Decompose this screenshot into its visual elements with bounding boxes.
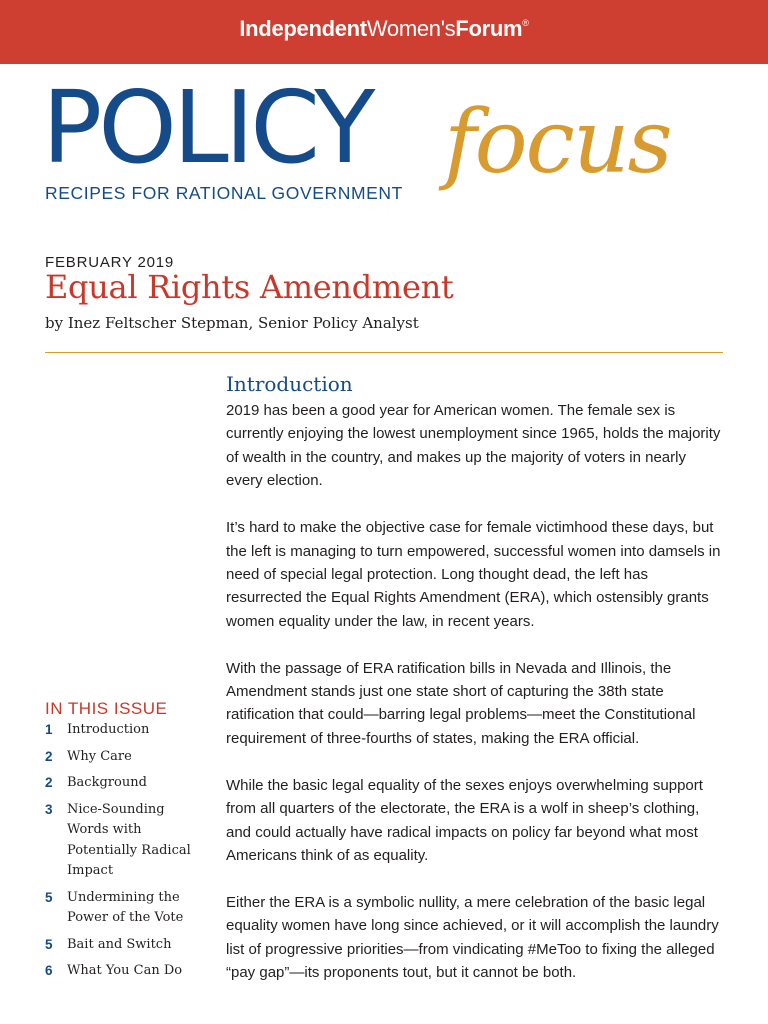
toc-page-number: 2	[45, 748, 53, 764]
toc-page-number: 1	[45, 722, 53, 737]
toc-label: Nice-Sounding Words with Potentially Radical Impact	[67, 801, 191, 878]
toc-item	[45, 747, 205, 768]
toc-page-number: 6	[45, 963, 53, 978]
body-paragraph: It’s hard to make the objective case for female victimhood these days, but the left is managing to turn empowered, successful women into damsels in need of special legal protection. Long thought dead, the left has resurrected the Equal Rights Amendment (ERA), which ostensibly grants women equality under the law, in recent years.	[226, 519, 721, 630]
issue-date: FEBRUARY 2019	[45, 254, 175, 271]
brand-part-womens: Women's	[366, 16, 456, 41]
header-bar	[0, 0, 768, 64]
masthead-tagline: RECIPES FOR RATIONAL GOVERNMENT	[45, 183, 403, 203]
toc-label: What You Can Do	[67, 963, 183, 978]
toc-page-number: 2	[45, 775, 53, 790]
body-paragraph: While the basic legal equality of the sexes enjoys overwhelming support from all quarters of the electorate, the ERA is a wolf in sheep’s clothing, and could actually have radical impacts on policy far beyond what most Americans think of as equality.	[226, 776, 703, 864]
divider-rule	[45, 352, 723, 353]
toc-label: Bait and Switch	[67, 936, 172, 952]
brand-part-forum: Forum	[455, 16, 523, 41]
toc-item	[45, 961, 205, 982]
table-of-contents	[45, 720, 205, 982]
article-title: Equal Rights Amendment	[45, 268, 454, 306]
brand-part-independent: Independent	[239, 16, 367, 41]
masthead-policy: POLICY	[42, 69, 372, 186]
body-paragraph: 2019 has been a good year for American women. The female sex is currently enjoying the lowest unemployment since 1965, holds the majority of wealth in the country, and makes up the majority of voters in nearly every election.	[226, 402, 721, 490]
toc-item	[45, 935, 205, 956]
toc-label: Background	[67, 775, 147, 790]
body-paragraph: With the passage of ERA ratification bills in Nevada and Illinois, the Amendment stands just one state short of capturing the 38th state ratification that could—barring legal problems—meet the Constitutional requirement of three-fourths of states, making the ERA official.	[226, 659, 696, 747]
introduction-heading: Introduction	[226, 372, 353, 396]
in-this-issue-heading: IN THIS ISSUE	[45, 699, 168, 718]
toc-item	[45, 888, 205, 929]
masthead-focus: focus	[444, 90, 671, 193]
toc-label: Introduction	[67, 722, 150, 737]
toc-page-number: 5	[45, 936, 53, 952]
toc-label: Why Care	[67, 748, 132, 764]
toc-label: Undermining the Power of the Vote	[67, 889, 184, 925]
toc-page-number: 3	[45, 801, 53, 817]
toc-item	[45, 773, 205, 794]
brand-logo	[0, 16, 768, 42]
toc-item	[45, 800, 205, 882]
article-body	[226, 399, 726, 1008]
registered-mark: ®	[522, 18, 529, 28]
toc-page-number: 5	[45, 889, 53, 905]
toc-item	[45, 720, 205, 741]
article-byline: by Inez Feltscher Stepman, Senior Policy Analyst	[45, 314, 419, 332]
body-paragraph: Either the ERA is a symbolic nullity, a mere celebration of the basic legal equality women have long since achieved, or it will accomplish the laundry list of progressive priorities—from vindicating #MeToo to fixing the alleged “pay gap”—its proponents tout, but it cannot be both.	[226, 893, 719, 982]
